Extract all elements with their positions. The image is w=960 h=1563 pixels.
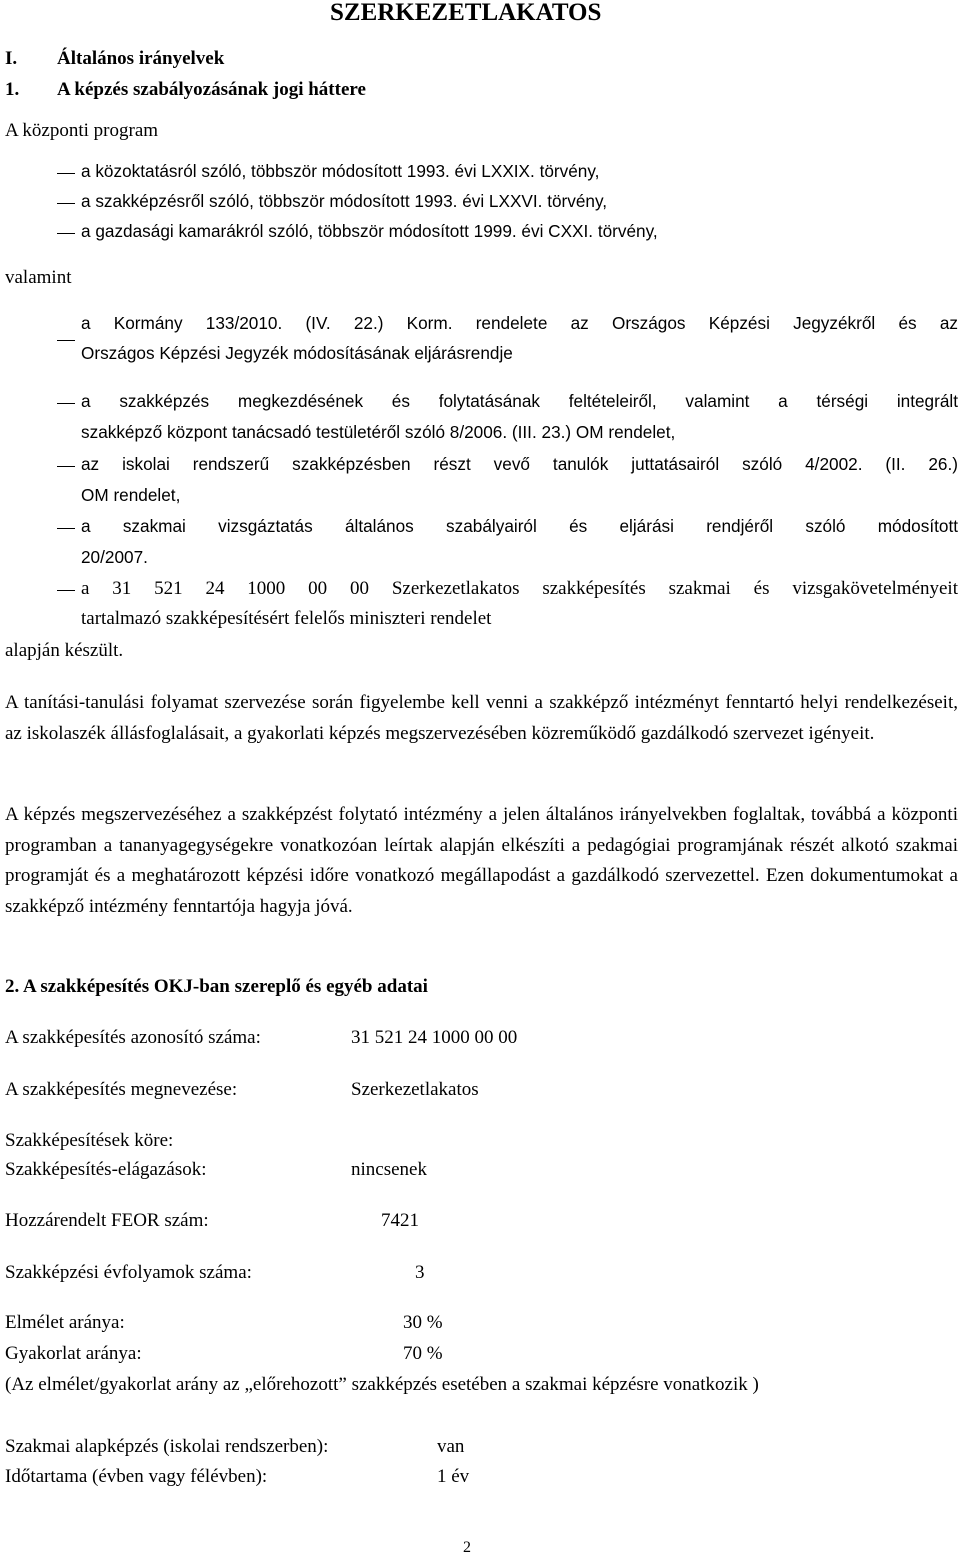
- list-item: az iskolai rendszerű szakképzésben részt vevő tanulók juttatásairól szóló 4/2002. (II. 26.): [81, 454, 958, 474]
- field-value: 1 év: [437, 1466, 470, 1487]
- list-item: a közoktatásról szóló, többször módosított 1993. évi LXXIX. törvény,: [81, 161, 600, 181]
- list-dash: [57, 590, 75, 591]
- list-dash: [57, 173, 75, 174]
- list-item: a szakképzés megkezdésének és folytatásának feltételeiről, valamint a térségi integrált: [81, 391, 958, 411]
- field-label: Szakképesítés-elágazások:: [5, 1159, 207, 1180]
- list-item: a Kormány 133/2010. (IV. 22.) Korm. rendelete az Országos Képzési Jegyzékről és az: [81, 313, 958, 333]
- subsection-number: 1.: [5, 79, 20, 100]
- list-item: a szakmai vizsgáztatás általános szabályairól és eljárási rendjéről szóló módosított: [81, 516, 958, 536]
- list-dash: [57, 203, 75, 204]
- field-value: 3: [415, 1262, 425, 1283]
- list-item-continuation: OM rendelet,: [81, 485, 181, 505]
- field-label: Elmélet aránya:: [5, 1312, 125, 1333]
- list-item-continuation: Országos Képzési Jegyzék módosításának eljárásrendje: [81, 343, 513, 363]
- list-dash: [57, 403, 75, 404]
- connector-text: valamint: [5, 267, 72, 288]
- field-label: Szakképesítések köre:: [5, 1130, 174, 1151]
- field-value: 70 %: [403, 1343, 443, 1364]
- field-value: nincsenek: [351, 1159, 427, 1180]
- field-value: 7421: [381, 1210, 419, 1231]
- list-dash: [57, 528, 75, 529]
- field-label: Szakmai alapképzés (iskolai rendszerben):: [5, 1436, 329, 1457]
- field-value: van: [437, 1436, 465, 1457]
- ratio-note: (Az elmélet/gyakorlat arány az „előrehozott” szakképzés esetében a szakmai képzésre vonatkozik ): [5, 1374, 759, 1395]
- list-item: a gazdasági kamarákról szóló, többször módosított 1999. évi CXXI. törvény,: [81, 221, 658, 241]
- field-value: 31 521 24 1000 00 00: [351, 1027, 518, 1048]
- intro-text: A központi program: [5, 120, 159, 141]
- paragraph: A képzés megszervezéséhez a szakképzést folytató intézmény a jelen általános irányelvekben foglaltak, továbbá a központi programban a tananyagegységekre vonatkozóan leírtak alapján elkészíti a pedagógiai programjának részét alkotó szakmai programját és a meghatározott képzési időre vonatkozó megállapodást a gazdálkodó szervezettel. Ezen dokumentumokat a szakképző intézmény fenntartója hagyja jóvá.: [5, 804, 958, 917]
- list-item: a 31 521 24 1000 00 00 Szerkezetlakatos szakképesítés szakmai és vizsgakövetelményeit: [81, 578, 958, 599]
- field-value: Szerkezetlakatos: [351, 1079, 479, 1100]
- field-label: A szakképesítés azonosító száma:: [5, 1027, 261, 1048]
- page-number: 2: [463, 1539, 471, 1556]
- list-item-continuation: tartalmazó szakképesítésért felelős miniszteri rendelet: [81, 608, 492, 629]
- list-item: a szakképzésről szóló, többször módosított 1993. évi LXXVI. törvény,: [81, 191, 608, 211]
- subsection-heading: A képzés szabályozásának jogi háttere: [57, 79, 366, 100]
- field-value: 30 %: [403, 1312, 443, 1333]
- field-label: Hozzárendelt FEOR szám:: [5, 1210, 209, 1231]
- list-dash: [57, 233, 75, 234]
- list-dash: [57, 340, 75, 341]
- list-item-continuation: szakképző központ tanácsadó testületéről szóló 8/2006. (III. 23.) OM rendelet,: [81, 422, 676, 442]
- section-heading: Általános irányelvek: [57, 48, 225, 69]
- section-number: I.: [5, 48, 18, 69]
- field-label: Gyakorlat aránya:: [5, 1343, 142, 1364]
- list-item-continuation: 20/2007.: [81, 547, 148, 567]
- document-title: SZERKEZETLAKATOS: [330, 0, 602, 26]
- field-label: Szakképzési évfolyamok száma:: [5, 1262, 252, 1283]
- list-dash: [57, 466, 75, 467]
- closing-text: alapján készült.: [5, 640, 124, 661]
- field-label: Időtartama (évben vagy félévben):: [5, 1466, 268, 1487]
- section-heading: 2. A szakképesítés OKJ-ban szereplő és egyéb adatai: [5, 976, 428, 997]
- paragraph: A tanítási-tanulási folyamat szervezése során figyelembe kell venni a szakképző intézményt fenntartó helyi rendelkezéseit, az iskolaszék állásfoglalásait, a gyakorlati képzés megszervezésében közreműködő gazdálkodó szervezet igényeit.: [5, 692, 958, 744]
- field-label: A szakképesítés megnevezése:: [5, 1079, 238, 1100]
